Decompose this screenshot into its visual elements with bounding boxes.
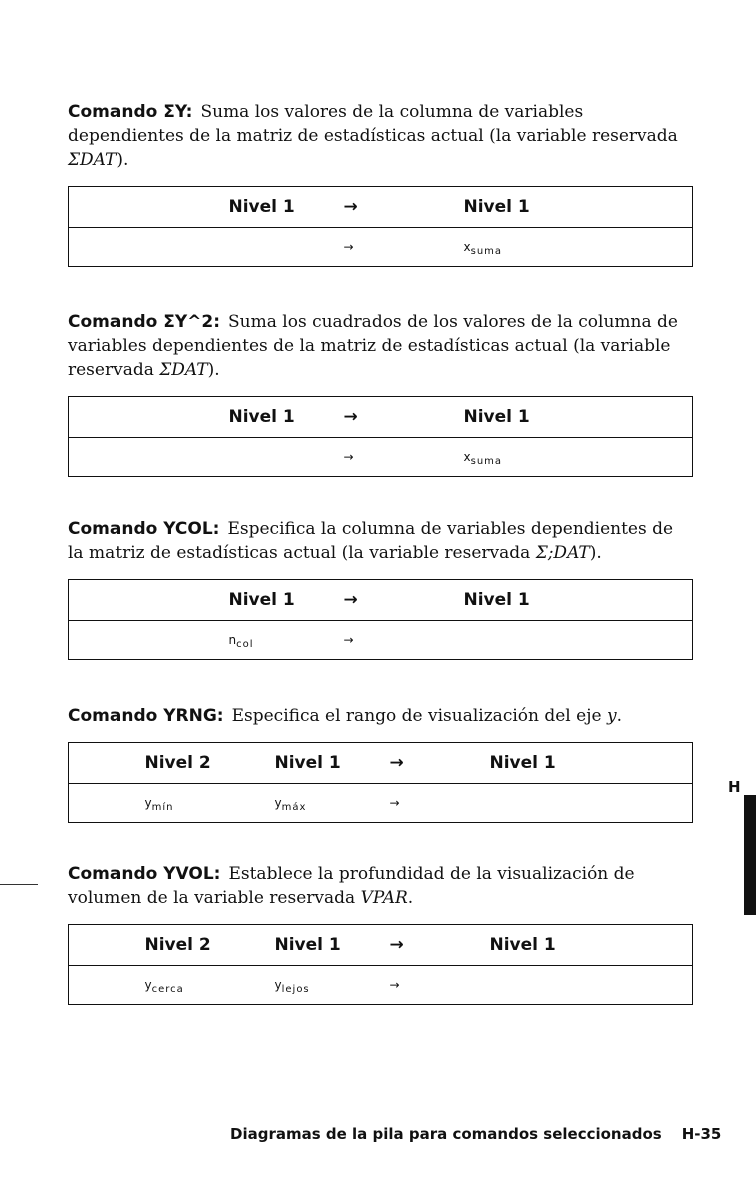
arrow: → [389, 978, 400, 992]
stack-diagram [68, 186, 693, 267]
result-value: $x_{suma}$ [463, 240, 503, 257]
command-name: Comando YVOL: [68, 864, 221, 884]
argument-value: $y_{máx}$ [274, 796, 307, 813]
stack-diagram [68, 396, 693, 477]
arrow: → [344, 397, 464, 438]
header-level: Nivel 1 [490, 925, 693, 966]
arrow: → [344, 580, 464, 621]
command-description: Comando ΣY^2: Suma los cuadrados de los valores de la columna de variables dependientes de la matriz de estadísticas actual (la variable reservada ΣDAT). [68, 312, 678, 380]
arrow: → [343, 633, 354, 647]
stack-diagram [68, 579, 693, 660]
header-level: Nivel 1 [229, 187, 344, 228]
stack-diagram [68, 924, 693, 1005]
result-value: $x_{suma}$ [463, 450, 503, 467]
header-level: Nivel 1 [229, 397, 344, 438]
section-sigma-y [68, 100, 693, 267]
section-sigma-y2 [68, 310, 693, 477]
stack-diagram [68, 742, 693, 823]
header-level: Nivel 1 [275, 925, 390, 966]
header-level: Nivel 1 [229, 580, 344, 621]
chapter-tab-bar [744, 795, 756, 915]
header-level: Nivel 2 [145, 925, 275, 966]
chapter-tab-letter: H [728, 778, 741, 796]
command-name: Comando YCOL: [68, 519, 220, 539]
command-name: Comando YRNG: [68, 706, 224, 726]
section-yrng [68, 704, 693, 823]
arrow: → [343, 240, 354, 254]
command-description: Comando ΣY: Suma los valores de la columna de variables dependientes de la matriz de estadísticas actual (la variable reservada ΣDAT). [68, 102, 678, 170]
header-level: Nivel 1 [275, 743, 390, 784]
arrow: → [389, 796, 400, 810]
margin-rule [0, 884, 38, 885]
command-name: Comando ΣY: [68, 102, 193, 122]
argument-value: $y_{cerca}$ [144, 978, 184, 995]
section-yvol [68, 862, 693, 1005]
argument-value: $n_{col}$ [228, 633, 254, 650]
command-description: Comando YVOL: Establece la profundidad de la visualización de volumen de la variable reservada VPAR. [68, 864, 635, 908]
header-level: Nivel 2 [145, 743, 275, 784]
command-description: Comando YCOL: Especifica la columna de variables dependientes de la matriz de estadísticas actual (la variable reservada Σ;DAT). [68, 519, 674, 563]
arrow: → [343, 450, 354, 464]
argument-value: $y_{lejos}$ [274, 978, 310, 995]
page-footer [230, 1125, 721, 1143]
argument-value: $y_{mín}$ [144, 796, 174, 813]
header-level: Nivel 1 [464, 580, 693, 621]
page-number: H-35 [681, 1125, 722, 1143]
command-name: Comando ΣY^2: [68, 312, 221, 332]
header-level: Nivel 1 [464, 187, 693, 228]
header-level: Nivel 1 [464, 397, 693, 438]
arrow: → [344, 187, 464, 228]
header-level: Nivel 1 [490, 743, 693, 784]
command-description: Comando YRNG: Especifica el rango de visualización del eje y. [68, 706, 622, 726]
arrow: → [390, 925, 490, 966]
arrow: → [390, 743, 490, 784]
footer-title: Diagramas de la pila para comandos seleccionados [230, 1125, 662, 1143]
section-ycol [68, 517, 693, 660]
